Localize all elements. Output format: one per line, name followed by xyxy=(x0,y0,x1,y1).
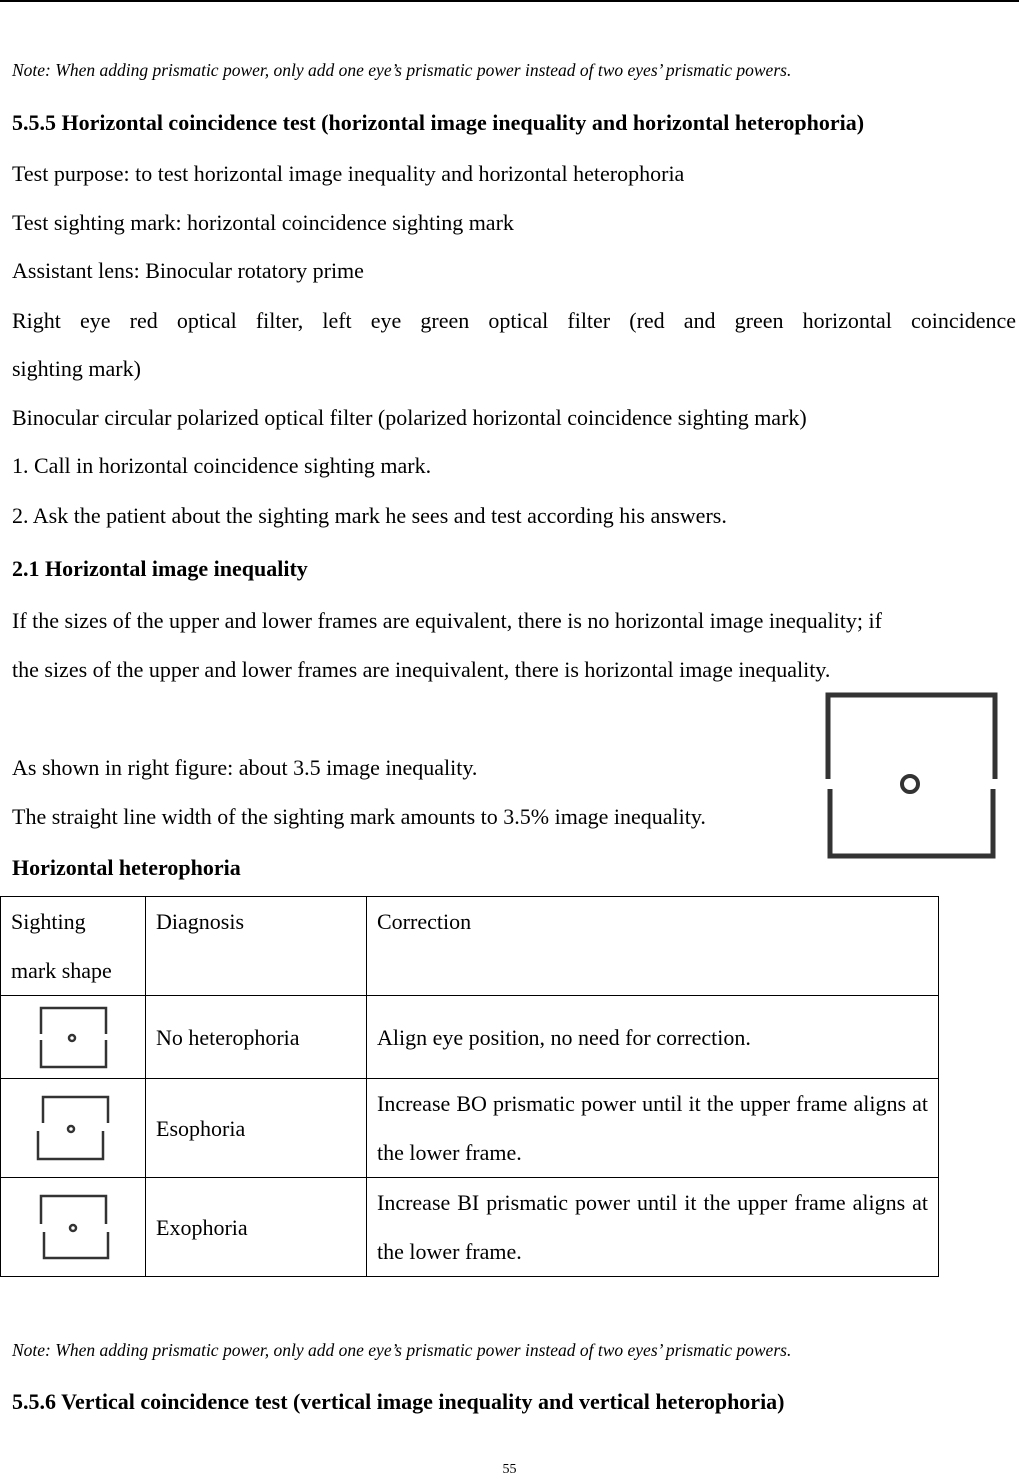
header-shape: Sighting mark shape xyxy=(1,897,146,996)
note-top: Note: When adding prismatic power, only add one eye’s prismatic power instead of two eyes’ prismatic powers. xyxy=(12,60,792,80)
table-row xyxy=(1,996,939,1079)
test-purpose: Test purpose: to test horizontal image inequality and horizontal heterophoria xyxy=(12,161,685,186)
paragraph-line-1: If the sizes of the upper and lower frames are equivalent, there is no horizontal image inequality; if xyxy=(12,608,882,633)
filter-polarized: Binocular circular polarized optical filter (polarized horizontal coincidence sighting mark) xyxy=(12,405,807,430)
correction-cell: Increase BI prismatic power until it the upper frame aligns at the lower frame. xyxy=(367,1178,939,1277)
test-sighting-mark: Test sighting mark: horizontal coincidence sighting mark xyxy=(12,210,514,235)
filter-red-green-cont: sighting mark) xyxy=(12,356,141,381)
diagnosis-cell: No heterophoria xyxy=(146,996,367,1079)
mark-exophoria-icon xyxy=(1,1178,146,1277)
page-number: 55 xyxy=(502,1462,517,1477)
diagnosis-cell: Esophoria xyxy=(146,1079,367,1178)
sighting-mark-figure xyxy=(815,686,1010,871)
header-correction: Correction xyxy=(367,897,939,996)
header-diagnosis: Diagnosis xyxy=(146,897,367,996)
table-row xyxy=(1,1079,939,1178)
mark-aligned-icon xyxy=(1,996,146,1079)
note-bottom: Note: When adding prismatic power, only add one eye’s prismatic power instead of two eyes’ prismatic powers. xyxy=(12,1340,792,1360)
paragraph-line-2: the sizes of the upper and lower frames are inequivalent, there is horizontal image inequality. xyxy=(12,657,831,682)
correction-cell: Increase BO prismatic power until it the upper frame aligns at the lower frame. xyxy=(367,1079,939,1178)
line-width-text: The straight line width of the sighting mark amounts to 3.5% image inequality. xyxy=(12,804,706,829)
heterophoria-table xyxy=(0,896,939,1277)
correction-cell: Align eye position, no need for correction. xyxy=(367,996,939,1079)
header-rule xyxy=(0,0,1019,2)
assistant-lens: Assistant lens: Binocular rotatory prime xyxy=(12,258,364,283)
subheading-horizontal-heterophoria: Horizontal heterophoria xyxy=(12,855,241,880)
filter-red-green: Right eye red optical filter, left eye green optical filter (red and green horizontal coincidence xyxy=(12,308,1016,333)
table-header-row xyxy=(1,897,939,996)
step-2: 2. Ask the patient about the sighting mark he sees and test according his answers. xyxy=(12,503,727,528)
mark-esophoria-icon xyxy=(1,1079,146,1178)
section-heading-556: 5.5.6 Vertical coincidence test (vertical image inequality and vertical heterophoria) xyxy=(12,1389,785,1414)
table-row xyxy=(1,1178,939,1277)
section-heading-555: 5.5.5 Horizontal coincidence test (horizontal image inequality and horizontal heterophoria) xyxy=(12,110,865,135)
step-1: 1. Call in horizontal coincidence sighting mark. xyxy=(12,453,432,478)
shown-text: As shown in right figure: about 3.5 image inequality. xyxy=(12,755,478,780)
diagnosis-cell: Exophoria xyxy=(146,1178,367,1277)
subheading-image-inequality: 2.1 Horizontal image inequality xyxy=(12,556,308,581)
